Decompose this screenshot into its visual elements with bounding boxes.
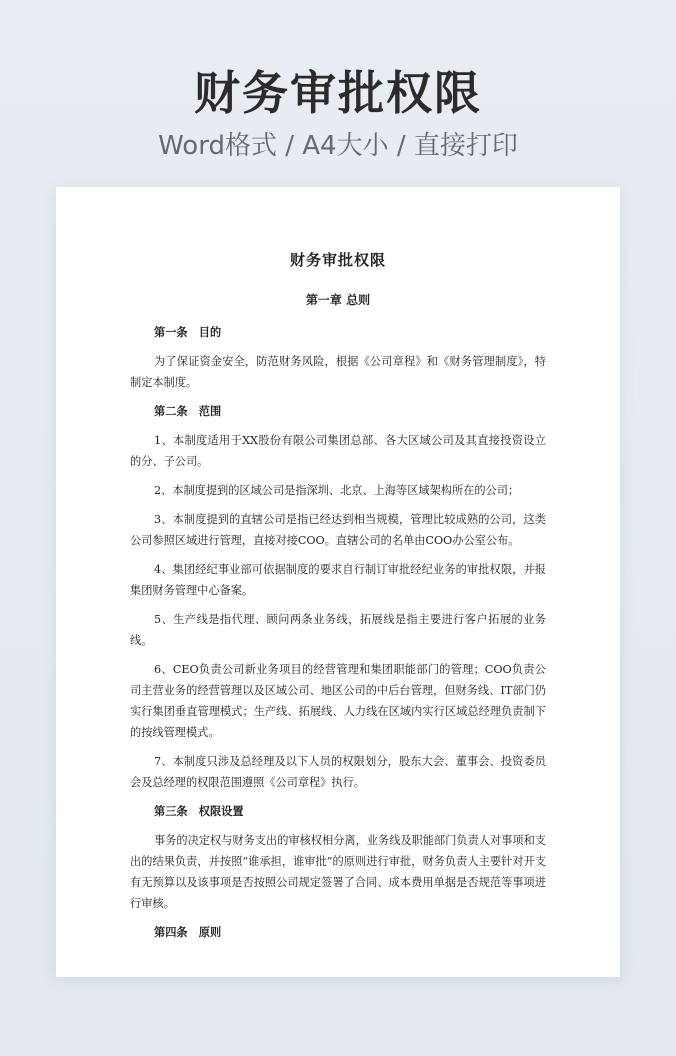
document-page <box>56 187 620 977</box>
article-2-paragraph-7: 7、本制度只涉及总经理及以下人员的权限划分，股东大会、董事会、投资委员会及总经理的权限范围遵照《公司章程》执行。 <box>130 755 546 789</box>
article-heading-4: 第四条 原则 <box>154 925 222 939</box>
article-heading-1: 第一条 目的 <box>154 325 222 339</box>
article-1-paragraph-1: 为了保证资金安全，防范财务风险，根据《公司章程》和《财务管理制度》，特制定本制度。 <box>130 355 546 389</box>
article-2-paragraph-2: 2、本制度提到的区域公司是指深圳、北京、上海等区域架构所在的公司； <box>154 484 520 497</box>
article-heading-2: 第二条 范围 <box>154 404 222 418</box>
article-2-paragraph-3: 3、本制度提到的直辖公司是指已经达到相当规模，管理比较成熟的公司，这类公司参照区域进行管理，直接对接COO。直辖公司的名单由COO办公室公布。 <box>130 513 546 547</box>
article-2-paragraph-4: 4、集团经纪事业部可依据制度的要求自行制订审批经纪业务的审批权限，并报集团财务管理中心备案。 <box>130 563 546 597</box>
document-body <box>130 249 546 951</box>
banner-header <box>0 62 676 164</box>
article-heading-3: 第三条 权限设置 <box>154 804 244 818</box>
article-2-paragraph-1: 1、本制度适用于XX股份有限公司集团总部、各大区域公司及其直接投资设立的分、子公司。 <box>130 434 546 468</box>
article-3-paragraph-1: 事务的决定权与财务支出的审核权相分离，业务线及职能部门负责人对事项和支出的结果负责，并按照“谁承担，谁审批”的原则进行审批，财务负责人主要针对开支有无预算以及该事项是否按照公司规定签署了合同、成本费用单据是否规范等事项进行审核。 <box>130 834 546 910</box>
banner-title: 财务审批权限 <box>194 66 482 120</box>
article-2-paragraph-5: 5、生产线是指代理、顾问两条业务线，拓展线是指主要进行客户拓展的业务线。 <box>130 613 546 647</box>
chapter-heading: 第一章 总则 <box>305 293 371 307</box>
banner-subtitle: Word格式 / A4大小 / 直接打印 <box>158 131 518 161</box>
document-title: 财务审批权限 <box>289 251 386 269</box>
article-2-paragraph-6: 6、CEO负责公司新业务项目的经营管理和集团职能部门的管理；COO负责公司主营业务的经营管理以及区域公司、地区公司的中后台管理，但财务线、IT部门仍实行集团垂直管理模式；生产线、拓展线、人力线在区域内实行区域总经理负责制下的按线管理模式。 <box>130 663 546 739</box>
